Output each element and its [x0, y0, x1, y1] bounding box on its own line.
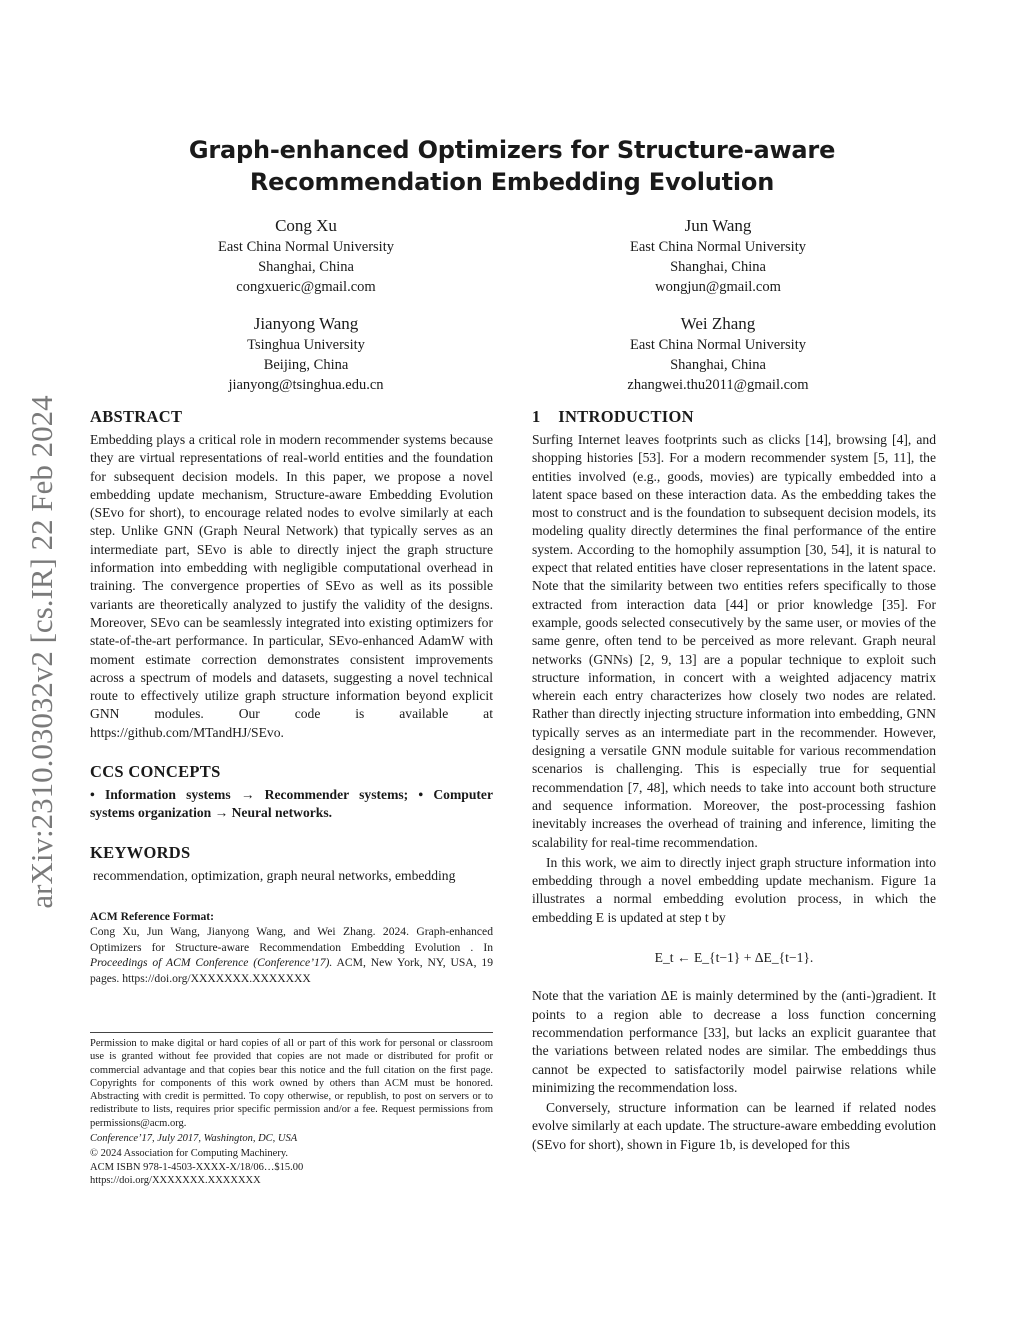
title-line: Recommendation Embedding Evolution — [249, 168, 775, 196]
author-location: Shanghai, China — [670, 357, 766, 373]
author-affiliation: East China Normal University — [218, 239, 394, 255]
author-location: Shanghai, China — [670, 259, 766, 275]
author-email: jianyong@tsinghua.edu.cn — [228, 377, 384, 393]
doi-link[interactable]: https://doi.org/XXXXXXX.XXXXXXX — [90, 1174, 261, 1186]
ccs-text: • Information systems → Recommender systems; • Computer systems organization → Neural networks. — [90, 787, 493, 821]
author-email: zhangwei.thu2011@gmail.com — [627, 377, 809, 393]
keywords-text: recommendation, optimization, graph neural networks, embedding — [93, 867, 456, 883]
permission-text: Permission to make digital or hard copies of all or part of this work for personal or classroom use is granted without fee provided that copies are not made or distributed for profit or commercial advantage and that copies bear this notice and the full citation on the first page. Copyrights for components of this work owned by others than ACM must be honored. Abstracting with credit is permitted. To copy otherwise, or republish, to post on servers or to redistribute to lists, requires prior specific permission and/or a fee. Request permissions from permissions@acm.org. — [90, 1038, 493, 1129]
author-affiliation: Tsinghua University — [247, 337, 365, 353]
left-column — [90, 407, 493, 986]
conference-text: Conference’17, July 2017, Washington, DC, USA — [90, 1133, 298, 1145]
acm-reference-text: ACM, New York, NY, USA, 19 pages. https://doi.org/XXXXXXX.XXXXXXX — [90, 956, 493, 985]
acm-reference-venue: Proceedings of ACM Conference (Conference’17). — [90, 956, 333, 970]
author-location: Beijing, China — [263, 357, 349, 373]
arxiv-stamp: arXiv:2310.03032v2 [cs.IR] 22 Feb 2024 — [24, 395, 59, 909]
footnote — [90, 1032, 493, 1187]
footnote-rule — [90, 1032, 493, 1033]
author-affiliation: East China Normal University — [630, 239, 806, 255]
author-block — [548, 215, 888, 297]
author-name: Cong Xu — [275, 216, 337, 235]
author-email: congxueric@gmail.com — [236, 279, 376, 295]
acm-reference-text: Cong Xu, Jun Wang, Jianyong Wang, and Wei Zhang. 2024. Graph-enhanced Optimizers for Structure-aware Recommendation Embedding Evolution . In — [90, 925, 493, 954]
author-affiliation: East China Normal University — [630, 337, 806, 353]
intro-paragraph: Conversely, structure information can be learned if related nodes evolve similarly at each update. The structure-aware embedding evolution (SEvo for short), shown in Figure 1b, is developed for this — [532, 1100, 936, 1152]
abstract-heading: ABSTRACT — [90, 407, 183, 426]
author-location: Shanghai, China — [258, 259, 354, 275]
acm-reference — [90, 909, 493, 987]
copyright-text: © 2024 Association for Computing Machinery. — [90, 1148, 289, 1160]
isbn-text: ACM ISBN 978-1-4503-XXXX-X/18/06…$15.00 — [90, 1161, 304, 1173]
abstract-text: Embedding plays a critical role in modern recommender systems because they are virtual representations of real-world entities and the foundation for subsequent decision models. In this paper, we propose a novel embedding update mechanism, Structure-aware Embedding Evolution (SEvo for short), to encourage related nodes to evolve similarly at each step. Unlike GNN (Graph Neural Network) that typically serves as an intermediate part, SEvo is able to directly inject the graph structure information into embedding with negligible computational overhead in training. The convergence properties of SEvo as well as its possible variants are theoretically analyzed to justify the validity of the designs. Moreover, SEvo can be seamlessly integrated into existing optimizers for state-of-the-art performance. In particular, SEvo-enhanced AdamW with moment estimate correction demonstrates consistent improvements across a spectrum of models and datasets, suggesting a novel technical route to effectively utilize graph structure information beyond explicit GNN modules. Our code is available at https://github.com/MTandHJ/SEvo. — [90, 432, 493, 740]
author-block — [548, 313, 888, 395]
author-name: Wei Zhang — [680, 314, 756, 333]
right-column — [532, 407, 936, 1154]
title-line: Graph-enhanced Optimizers for Structure-aware — [188, 136, 836, 164]
paper-title — [0, 134, 1024, 198]
intro-paragraph: In this work, we aim to directly inject graph structure information into embedding through a novel embedding update mechanism. Figure 1a illustrates a normal embedding evolution process, in which the embedding E is updated at step t by — [532, 854, 936, 925]
author-block — [136, 215, 476, 297]
author-block — [136, 313, 476, 395]
ccs-heading: CCS CONCEPTS — [90, 762, 221, 782]
author-name: Jianyong Wang — [253, 314, 359, 333]
update-equation: E_t ← E_{t−1} + ΔE_{t−1}. — [654, 950, 814, 966]
author-name: Jun Wang — [684, 216, 752, 235]
intro-paragraph: Note that the variation ΔE is mainly determined by the (anti-)gradient. It points to a region able to decrease a loss function concerning recommendation performance [33], but lacks an explicit guarantee that the variations between related nodes are similar. The embeddings thus cannot be expected to satisfactorily model pairwise relations while minimizing the recommendation loss. — [532, 988, 936, 1095]
author-email: wongjun@gmail.com — [655, 279, 781, 295]
acm-reference-heading: ACM Reference Format: — [90, 909, 215, 923]
keywords-heading: KEYWORDS — [90, 842, 191, 862]
intro-paragraph: Surfing Internet leaves footprints such as clicks [14], browsing [4], and shopping histories [53]. For a modern recommender system [5, 11], the entities involved (e.g., goods, movies) are typically embedded into a latent space based on these interaction data. As the embedding takes the most to construct and is the foundation to subsequent decision models, its modeling quality directly determines the final performance of the entire system. According to the homophily assumption [30, 54], it is natural to expect that related entities have closer representations in the latent space. Note that the similarity between two entities refers specifically to those extracted from interaction data [44] or prior knowledge [35]. For example, goods selected consecutively by the same user, or movies of the same genre, often tend to be perceived as more relevant. Graph neural networks (GNNs) [2, 9, 13] are a popular technique to exploit such structure information, in concert with a weighted adjacency matrix wherein each entry characterizes how closely two nodes are related. Rather than directly injecting structure information into embedding, GNN typically serves as an intermediate part in the recommender. However, designing a versatile GNN module suitable for various recommendation scenarios is challenging. This is especially true for sequential recommendation [7, 48], which needs to take into account both structure and sequence information. Moreover, the post-processing fashion inevitably increases the overhead of training and inference, limiting the scalability for real-time recommendation. — [532, 432, 936, 850]
introduction-heading: 1 INTRODUCTION — [532, 407, 694, 426]
